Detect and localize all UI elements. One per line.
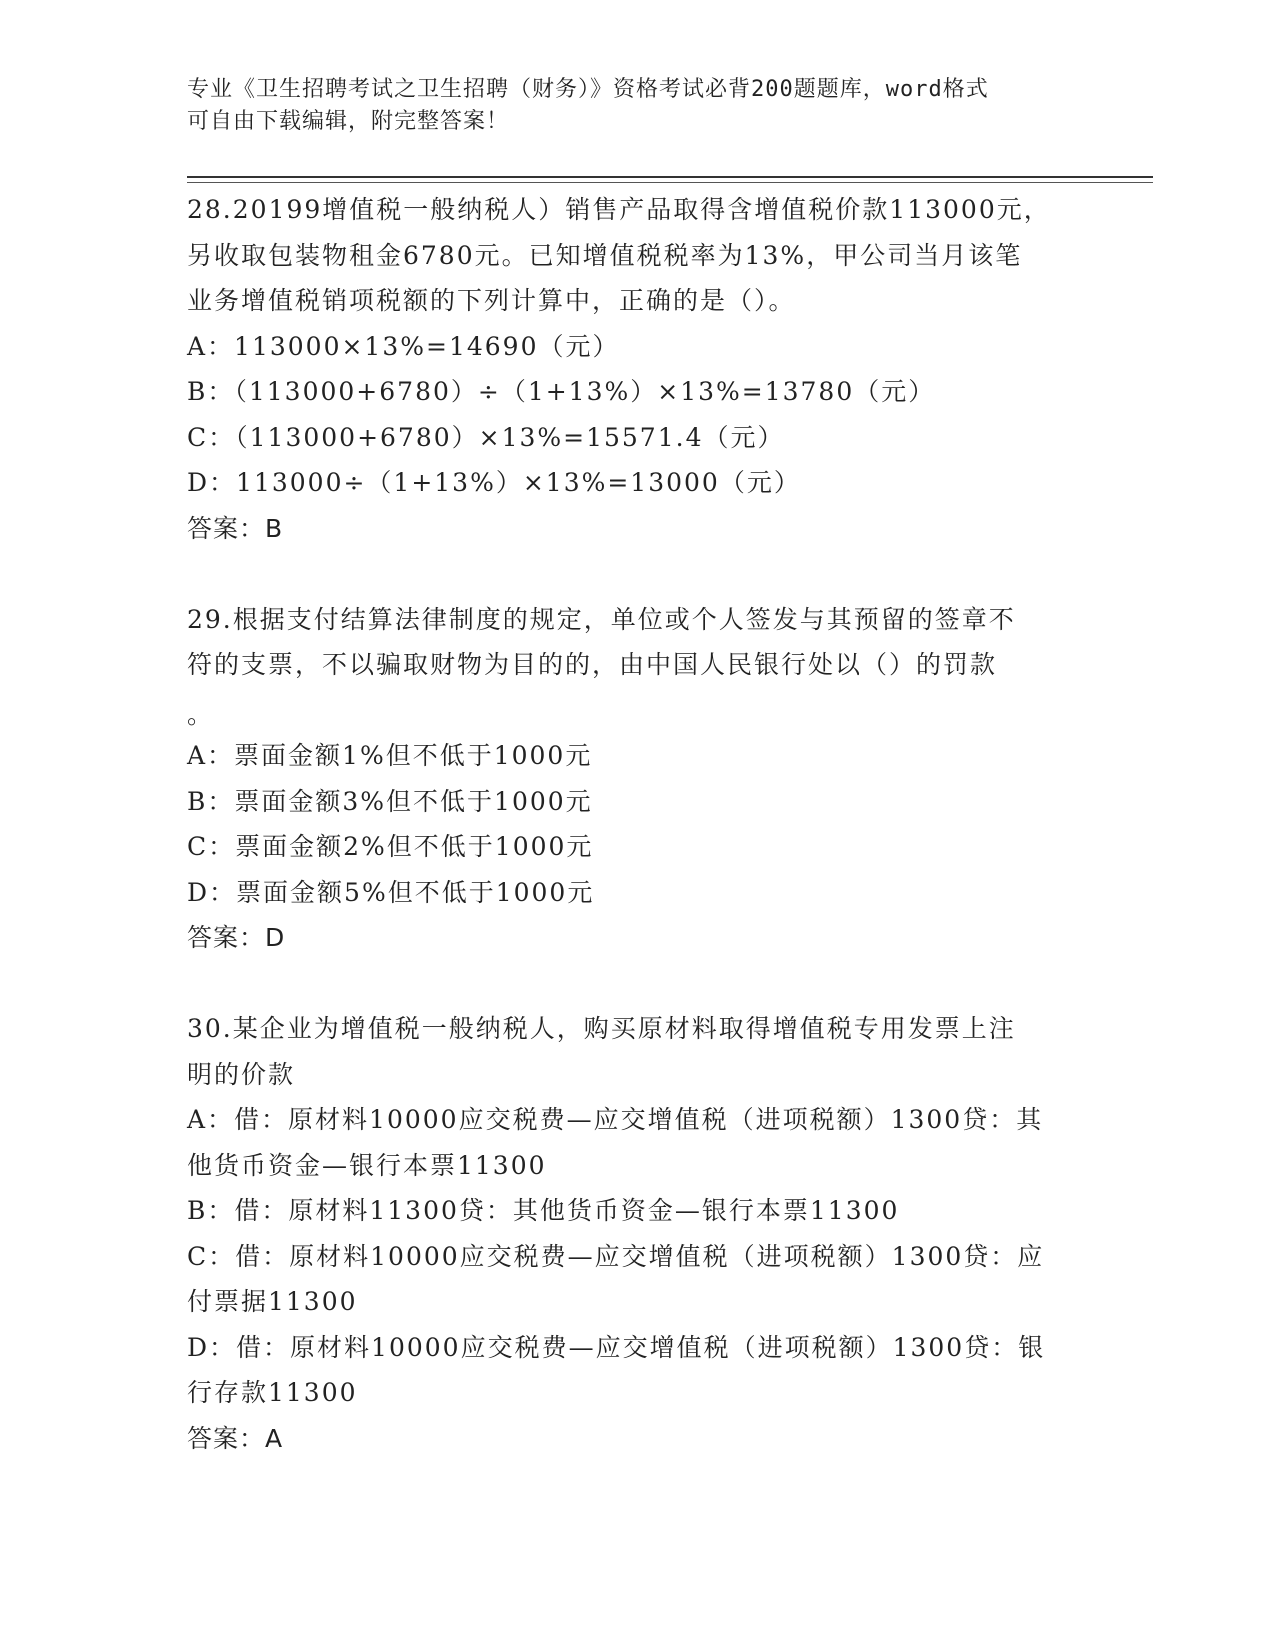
- option-d: D：借：原材料10000应交税费—应交增值税（进项税额）1300贷：银: [187, 1332, 1046, 1362]
- question-stem-line: 30.某企业为增值税一般纳税人，购买原材料取得增值税专用发票上注: [187, 1014, 1016, 1043]
- header-divider-thin: [187, 182, 1153, 183]
- answer-label: 答案：D: [187, 923, 286, 952]
- question-30: [187, 1006, 1087, 1461]
- header-line-1: 专业《卫生招聘考试之卫生招聘（财务）》资格考试必背200题题库，word格式: [187, 77, 989, 102]
- option-d: D：票面金额5%但不低于1000元: [187, 877, 595, 907]
- question-stem-line: 另收取包装物租金6780元。已知增值税税率为13%，甲公司当月该笔: [187, 240, 1023, 270]
- option-b: B：票面金额3%但不低于1000元: [187, 786, 593, 816]
- option-a: A：113000×13%=14690（元）: [187, 331, 620, 361]
- option-b: B：（113000+6780）÷（1+13%）×13%=13780（元）: [187, 377, 936, 406]
- spacer: [187, 551, 1087, 597]
- question-stem-line: 明的价款: [187, 1059, 296, 1089]
- question-stem-line: 符的支票，不以骗取财物为目的的，由中国人民银行处以（）的罚款: [187, 650, 998, 679]
- answer-label: 答案：B: [187, 513, 284, 543]
- option-d: D：113000÷（1+13%）×13%=13000（元）: [187, 468, 801, 497]
- option-c-continuation: 付票据11300: [187, 1287, 358, 1316]
- option-b: B：借：原材料11300贷：其他货币资金—银行本票11300: [187, 1196, 900, 1225]
- question-stem-line: 28.20199增值税一般纳税人）销售产品取得含增值税价款113000元，: [187, 195, 1051, 224]
- question-29: [187, 597, 1087, 961]
- option-c: C：票面金额2%但不低于1000元: [187, 832, 594, 861]
- answer-label: 答案：A: [187, 1423, 284, 1453]
- option-a-continuation: 他货币资金—银行本票11300: [187, 1150, 547, 1180]
- question-28: [187, 187, 1087, 551]
- option-a: A：票面金额1%但不低于1000元: [187, 741, 593, 770]
- header-divider-thick: [187, 176, 1153, 178]
- question-stem-line: 29.根据支付结算法律制度的规定，单位或个人签发与其预留的签章不: [187, 604, 1016, 634]
- header-line-2: 可自由下载编辑，附完整答案！: [187, 109, 510, 134]
- option-a: A：借：原材料10000应交税费—应交增值税（进项税额）1300贷：其: [187, 1105, 1044, 1134]
- spacer: [187, 961, 1087, 1007]
- document-header: [187, 74, 1067, 138]
- option-c: C：借：原材料10000应交税费—应交增值税（进项税额）1300贷：应: [187, 1241, 1045, 1271]
- question-stem-line: 。: [187, 699, 215, 729]
- option-c: C：（113000+6780）×13%=15571.4（元）: [187, 422, 785, 452]
- option-d-continuation: 行存款11300: [187, 1378, 358, 1407]
- question-list: [187, 187, 1087, 1461]
- question-stem-line: 业务增值税销项税额的下列计算中，正确的是（）。: [187, 286, 796, 315]
